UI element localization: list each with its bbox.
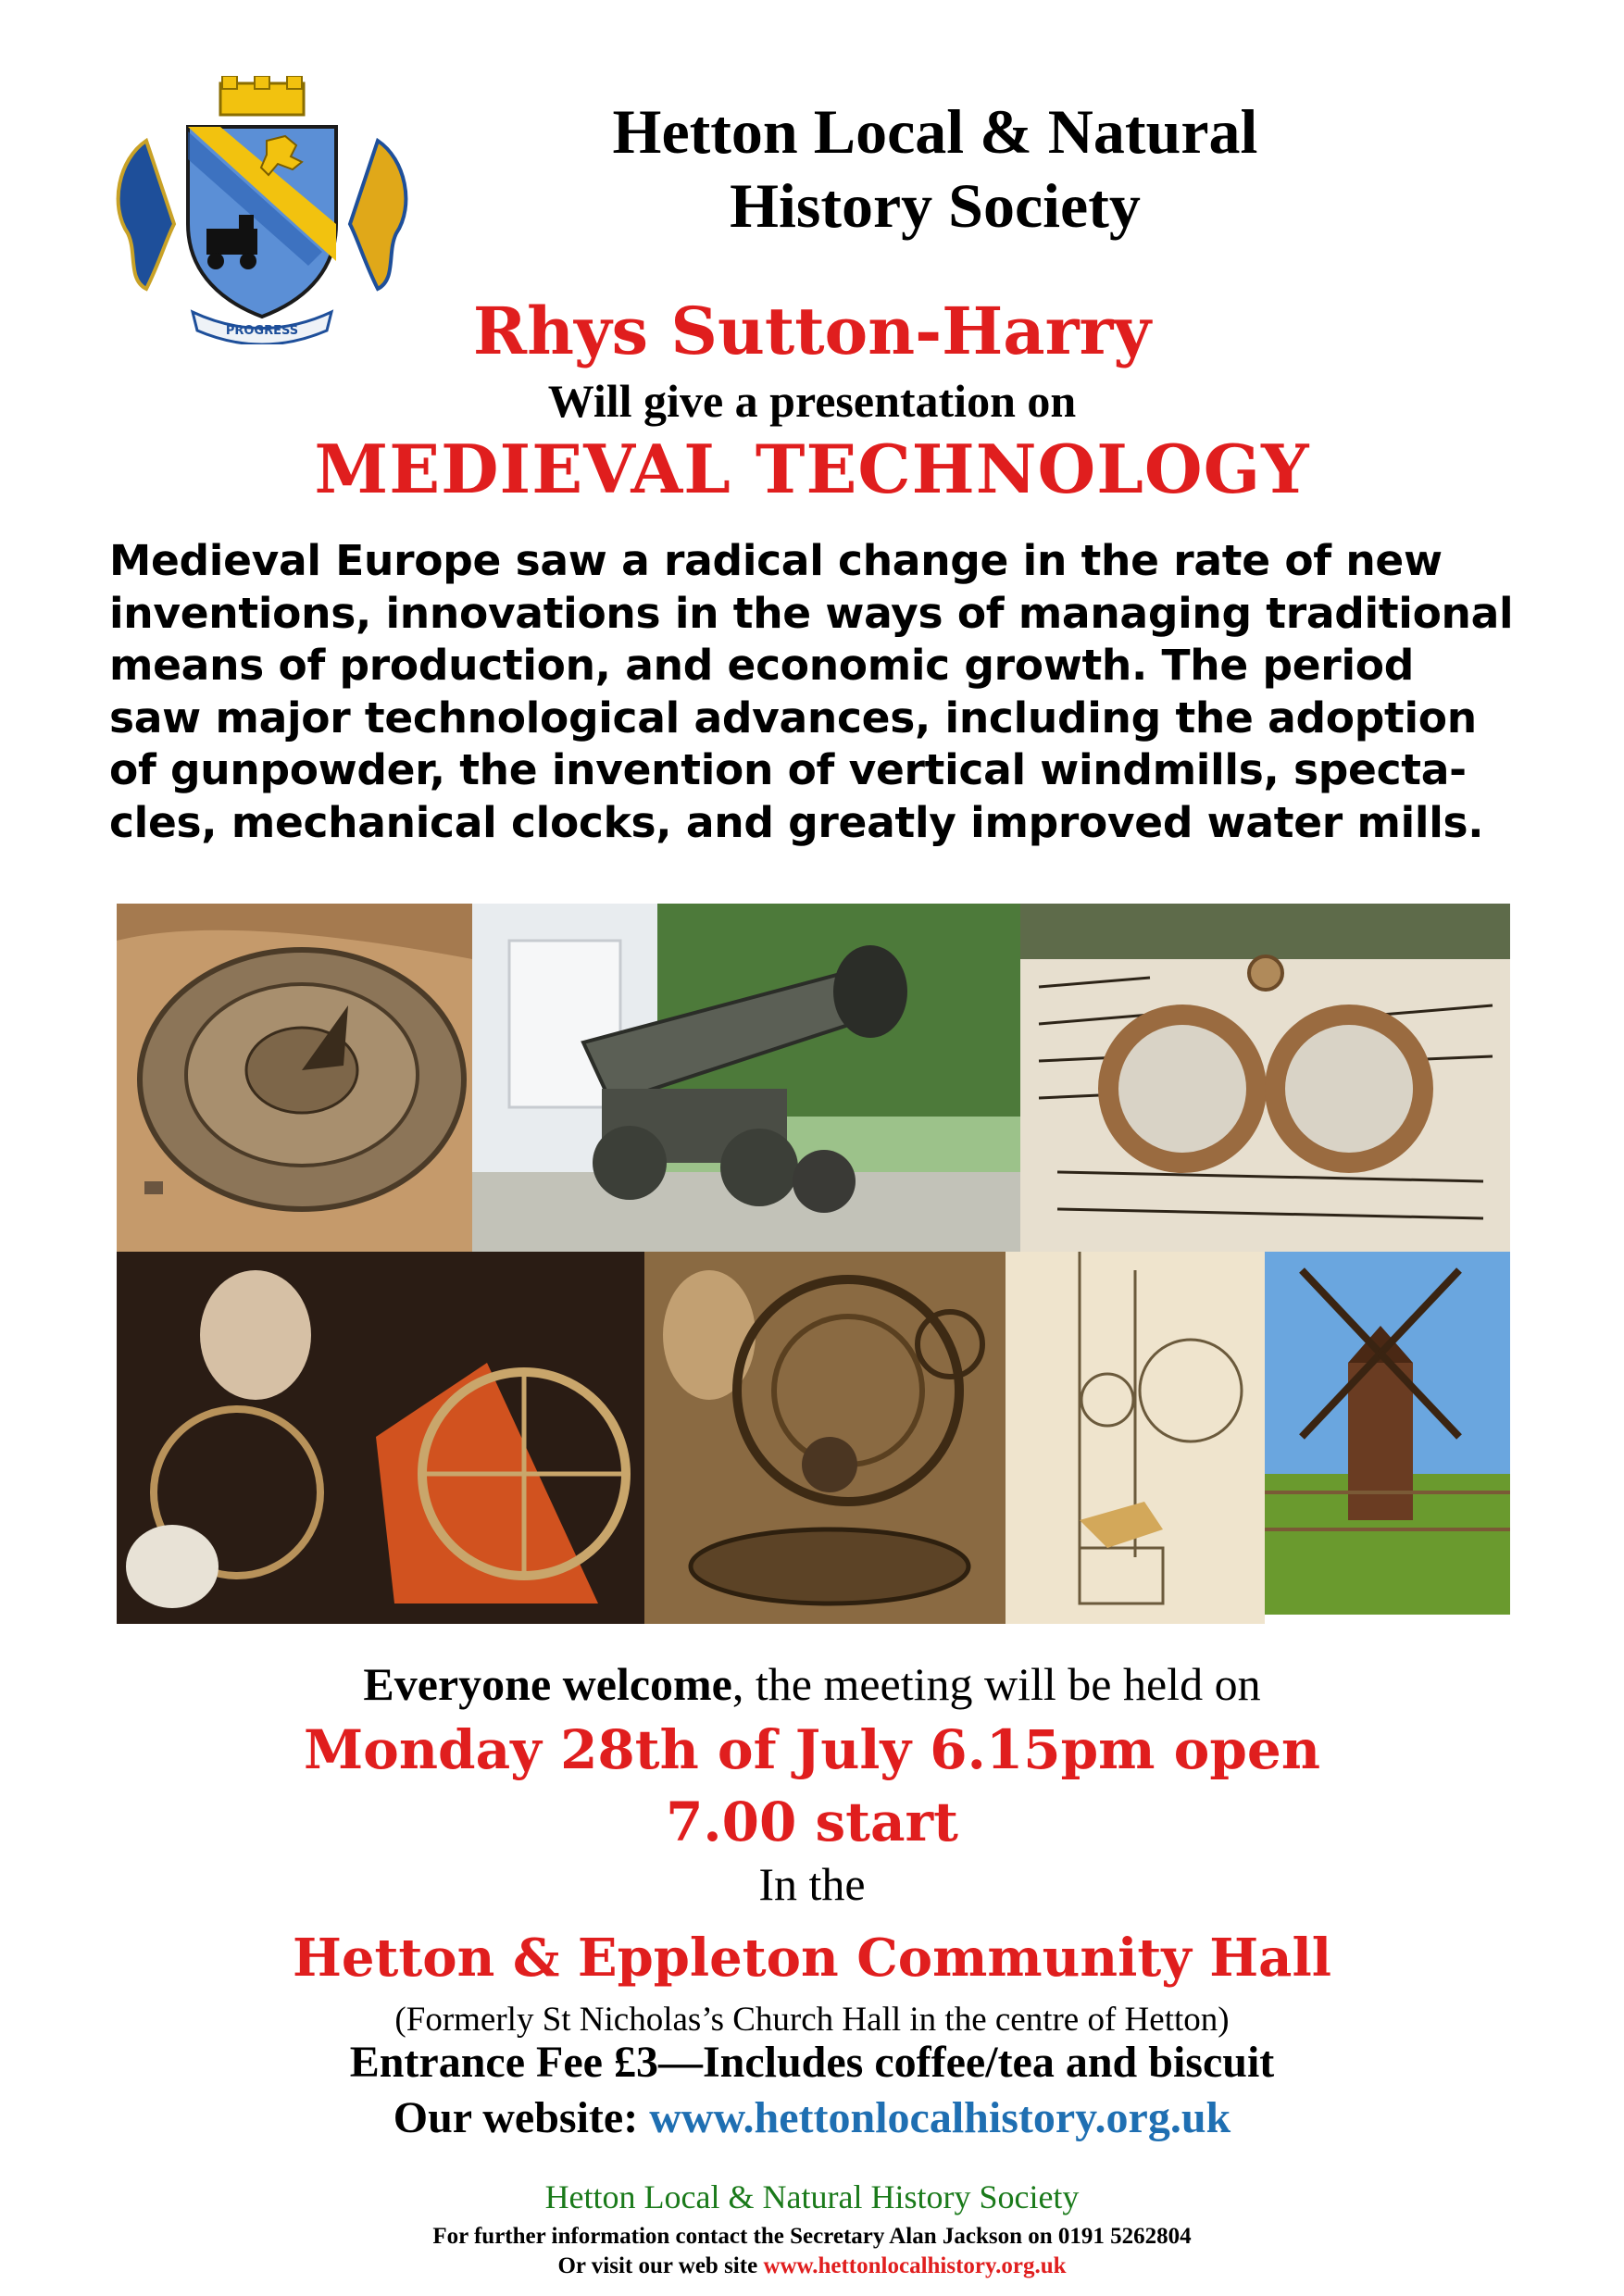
presentation-intro: Will give a presentation on — [547, 375, 1077, 427]
website-link[interactable]: www.hettonlocalhistory.org.uk — [649, 2093, 1231, 2142]
venue-name: Hetton & Eppleton Community Hall — [293, 1928, 1331, 1989]
meeting-start-time: 7.00 start — [666, 1791, 958, 1853]
venue-note: (Formerly St Nicholas’s Church Hall in the centre of Hetton) — [394, 2001, 1230, 2039]
description-line: saw major technological advances, including the adoption — [109, 693, 1477, 742]
description-line: Medieval Europe saw a radical change in the rate of new — [109, 536, 1443, 585]
image-collage — [117, 904, 1510, 1624]
society-title — [444, 94, 1426, 243]
footer-contact: For further information contact the Secretary Alan Jackson on 0191 5262804 — [432, 2224, 1192, 2249]
footer-visit-label: Or visit our web site — [557, 2253, 764, 2278]
society-title-line1: Hetton Local & Natural — [612, 96, 1258, 167]
welcome-rest: , the meeting will be held on — [731, 1658, 1261, 1710]
water-mill-drawing-image — [1006, 1252, 1265, 1624]
society-title-line2: History Society — [730, 170, 1141, 241]
crest-motto: PROGRESS — [225, 324, 299, 338]
website-line — [0, 2092, 1624, 2143]
windmill-image — [1265, 1252, 1510, 1615]
spectacles-image — [1020, 904, 1510, 1252]
entrance-fee: Entrance Fee £3—Includes coffee/tea and biscuit — [349, 2038, 1275, 2087]
welcome-line — [0, 1657, 1624, 1711]
mechanical-clock-image — [644, 1252, 1006, 1624]
description-line: cles, mechanical clocks, and greatly improved water mills. — [109, 797, 1484, 847]
footer-website-link[interactable]: www.hettonlocalhistory.org.uk — [763, 2253, 1067, 2278]
meeting-date: Monday 28th of July 6.15pm open — [303, 1718, 1320, 1781]
topic-description — [109, 535, 1554, 849]
in-the-label: In the — [758, 1858, 866, 1910]
description-line: inventions, innovations in the ways of managing traditional — [109, 588, 1514, 638]
website-label: Our website: — [393, 2093, 650, 2142]
welcome-bold: Everyone welcome — [363, 1658, 732, 1710]
description-line: means of production, and economic growth. The period — [109, 641, 1414, 690]
cannon-image — [472, 904, 1020, 1252]
footer-society-name: Hetton Local & Natural History Society — [544, 2178, 1080, 2215]
speaker-name: Rhys Sutton-Harry — [472, 293, 1152, 369]
spinning-wheel-image — [117, 1252, 644, 1624]
presentation-topic: MEDIEVAL TECHNOLOGY — [314, 430, 1310, 508]
footer-visit-line — [0, 2253, 1624, 2279]
description-line: of gunpowder, the invention of vertical windmills, specta- — [109, 745, 1467, 794]
sundial-image — [117, 904, 472, 1252]
